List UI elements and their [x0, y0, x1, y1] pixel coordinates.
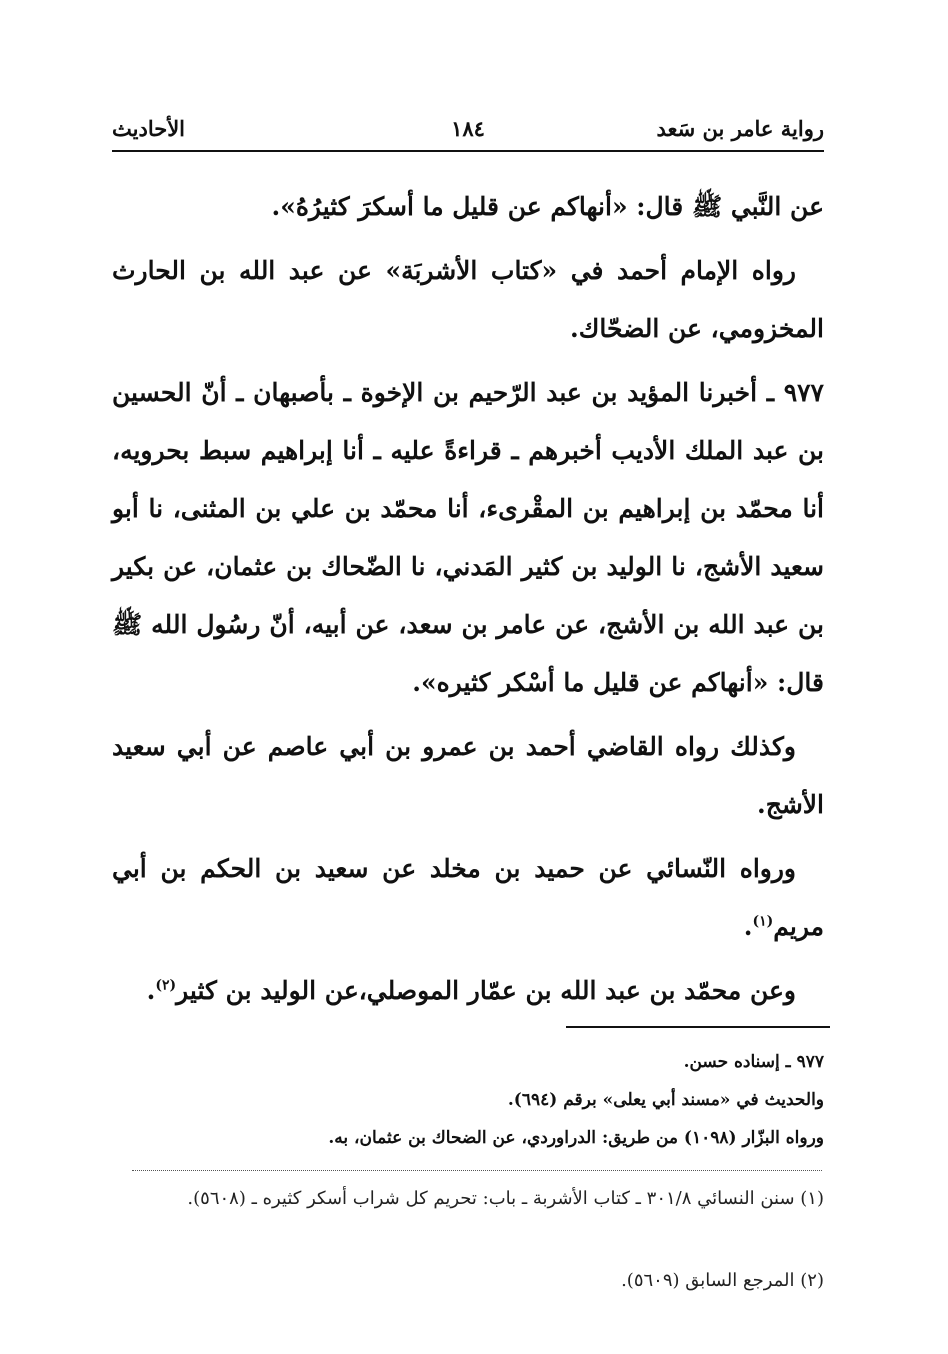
paragraph-narration-nasai — [112, 840, 824, 956]
paragraph-hadith-text: عن النَّبي ﷺ قال: «أنهاكم عن قليل ما أسكرَ كثيرُهُ». — [271, 192, 824, 221]
paragraph-narration-qadi: وكذلك رواه القاضي أحمد بن عمرو بن أبي عاصم عن أبي سعيد الأشج. — [112, 732, 824, 819]
note-musnad-abi-yala: والحديث في «مسند أبي يعلى» برقم (٦٩٤). — [507, 1090, 824, 1110]
page-number: ١٨٤ — [451, 116, 485, 141]
paragraph-end: . — [743, 912, 753, 941]
notes-divider — [566, 1026, 830, 1028]
paragraph-narration-ahmad: رواه الإمام أحمد في «كتاب الأشربَة» عن عبد الله بن الحارث المخزومي، عن الضحّاك. — [112, 256, 824, 343]
paragraph-end: . — [146, 976, 156, 1005]
editor-notes — [112, 1043, 824, 1157]
paragraph-narration-mosuli — [112, 962, 824, 1020]
paragraph-hadith-977: ٩٧٧ ـ أخبرنا المؤيد بن عبد الرّحيم بن الإخوة ـ بأصبهان ـ أنّ الحسين بن عبد الملك الأديب أخبرهم ـ قراءةً عليه ـ أنا إبراهيم سبط بحرويه، أنا محمّد بن إبراهيم بن المقْرىء، أنا محمّد بن علي بن المثنى، نا أبو سعيد الأشج، نا الوليد بن كثير المَدني، نا الضّحاك بن عثمان، عن بكير بن عبد الله بن الأشج، عن عامر بن سعد، عن أبيه، أنّ رسُول الله ﷺ قال: «أنهاكم عن قليل ما أسْكر كثيره». — [112, 378, 824, 697]
paragraph-text: وعن محمّد بن عبد الله بن عمّار الموصلي،عن الوليد بن كثير — [176, 976, 796, 1005]
footnote-1: (١) سنن النسائي ٣٠١/٨ ـ كتاب الأشربة ـ باب: تحريم كل شراب أسكر كثيره ـ (٥٦٠٨). — [187, 1188, 824, 1209]
header-chapter-title: رواية عامر بن سَعد — [656, 116, 824, 141]
footnotes-divider — [132, 1170, 822, 1171]
footnote-ref-2[interactable]: (٢) — [155, 977, 177, 994]
main-text — [112, 178, 824, 1020]
running-header — [112, 112, 824, 152]
footnote-2: (٢) المرجع السابق (٥٦٠٩). — [621, 1270, 824, 1291]
header-section-title: الأحاديث — [112, 116, 186, 141]
footnotes — [112, 1182, 824, 1298]
note-isnad: ٩٧٧ ـ إسناده حسن. — [683, 1052, 824, 1072]
paragraph-text: ورواه النّسائي عن حميد بن مخلد عن سعيد بن الحكم بن أبي مريم — [112, 854, 824, 941]
note-bazzar: ورواه البزّار (١٠٩٨) من طريق: الدراوردي، عن الضحاك بن عثمان، به. — [328, 1128, 824, 1148]
footnote-ref-1[interactable]: (١) — [752, 913, 774, 930]
